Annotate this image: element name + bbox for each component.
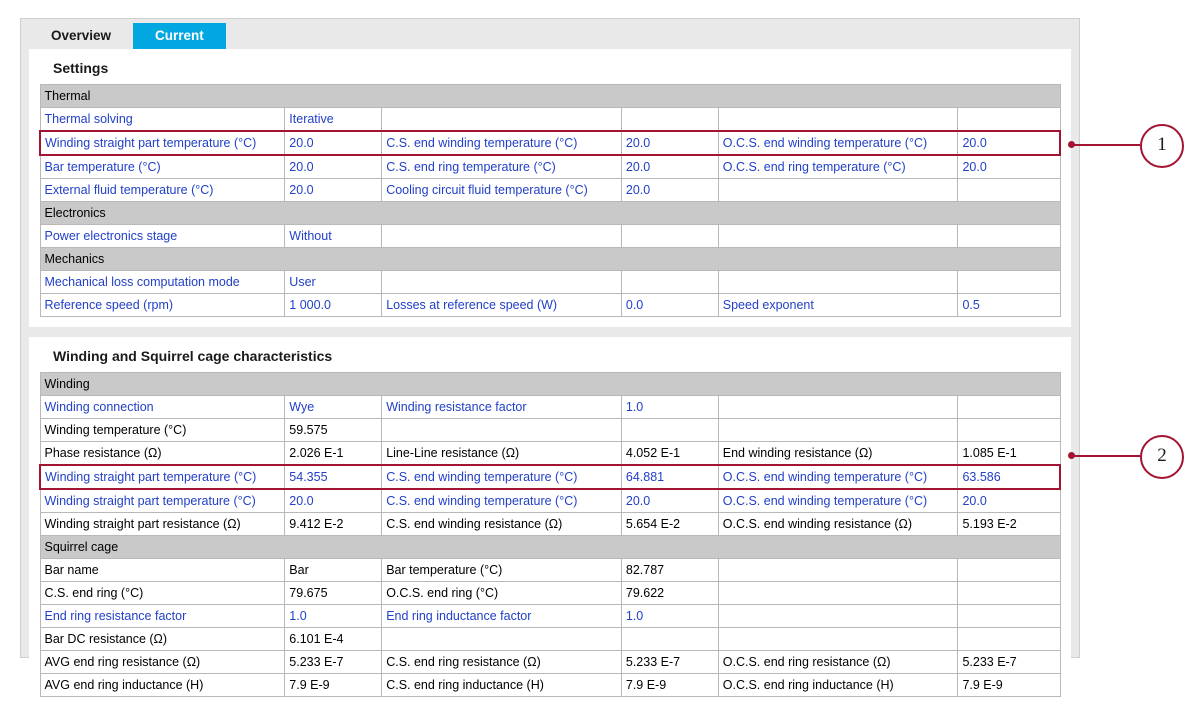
table-cell-label: Mechanical loss computation mode: [40, 271, 285, 294]
table-cell-value: [958, 225, 1060, 248]
table-cell-label: [718, 225, 958, 248]
table-cell-label: C.S. end ring inductance (H): [382, 674, 622, 697]
table-cell-value: 2.026 E-1: [285, 442, 382, 466]
table-cell-value: 4.052 E-1: [621, 442, 718, 466]
table-row: [40, 513, 1060, 536]
table-cell-label: C.S. end ring resistance (Ω): [382, 651, 622, 674]
table-cell-value: 1.0: [621, 396, 718, 419]
table-cell-label: Bar temperature (°C): [382, 559, 622, 582]
table-cell-value: [621, 108, 718, 132]
callout-1-badge: 1: [1140, 124, 1184, 168]
table-cell-label: [718, 582, 958, 605]
table-cell-label: Speed exponent: [718, 294, 958, 317]
table-row: [40, 225, 1060, 248]
table-cell-value: 1.0: [285, 605, 382, 628]
table-cell-label: Losses at reference speed (W): [382, 294, 622, 317]
table-cell-label: Line-Line resistance (Ω): [382, 442, 622, 466]
table-cell-label: O.C.S. end winding temperature (°C): [718, 131, 958, 155]
table-row: [40, 419, 1060, 442]
table-cell-value: [958, 559, 1060, 582]
table-cell-value: 1 000.0: [285, 294, 382, 317]
table-cell-label: AVG end ring resistance (Ω): [40, 651, 285, 674]
table-row: [40, 582, 1060, 605]
table-cell-value: [621, 271, 718, 294]
table-cell-value: 20.0: [621, 155, 718, 179]
table-cell-label: External fluid temperature (°C): [40, 179, 285, 202]
settings-panel: [29, 49, 1071, 327]
table-cell-label: [382, 628, 622, 651]
table-section-label: Mechanics: [40, 248, 1060, 271]
table-cell-label: End ring resistance factor: [40, 605, 285, 628]
table-section-label: Winding: [40, 373, 1060, 396]
table-cell-label: Cooling circuit fluid temperature (°C): [382, 179, 622, 202]
table-section-row: [40, 85, 1060, 108]
table-section-row: [40, 373, 1060, 396]
table-cell-value: 20.0: [285, 131, 382, 155]
table-cell-label: Winding temperature (°C): [40, 419, 285, 442]
table-cell-label: Winding straight part temperature (°C): [40, 489, 285, 513]
table-cell-label: Winding connection: [40, 396, 285, 419]
table-row: [40, 271, 1060, 294]
table-row: [40, 559, 1060, 582]
table-cell-value: 64.881: [621, 465, 718, 489]
table-row: [40, 131, 1060, 155]
table-cell-value: 20.0: [958, 131, 1060, 155]
table-cell-value: 79.622: [621, 582, 718, 605]
table-cell-label: [382, 108, 622, 132]
table-cell-value: 20.0: [621, 489, 718, 513]
table-cell-label: [382, 271, 622, 294]
callout-2-line: [1072, 455, 1140, 457]
table-cell-value: 59.575: [285, 419, 382, 442]
table-cell-label: [718, 271, 958, 294]
table-row: [40, 442, 1060, 466]
table-cell-label: [718, 605, 958, 628]
table-cell-value: 0.0: [621, 294, 718, 317]
table-cell-value: 1.0: [621, 605, 718, 628]
table-cell-value: 5.233 E-7: [958, 651, 1060, 674]
table-row: [40, 605, 1060, 628]
table-cell-label: Thermal solving: [40, 108, 285, 132]
table-cell-value: 79.675: [285, 582, 382, 605]
table-cell-label: [718, 108, 958, 132]
table-section-row: [40, 536, 1060, 559]
table-cell-label: Winding straight part temperature (°C): [40, 131, 285, 155]
table-row: [40, 155, 1060, 179]
table-cell-label: C.S. end winding temperature (°C): [382, 465, 622, 489]
settings-panel-title: Settings: [53, 60, 109, 76]
tab-overview[interactable]: Overview: [51, 28, 112, 43]
table-cell-label: C.S. end ring (°C): [40, 582, 285, 605]
table-cell-label: Bar DC resistance (Ω): [40, 628, 285, 651]
table-cell-value: [958, 628, 1060, 651]
table-cell-label: End ring inductance factor: [382, 605, 622, 628]
table-cell-label: Winding straight part resistance (Ω): [40, 513, 285, 536]
table-cell-value: Iterative: [285, 108, 382, 132]
table-row: [40, 396, 1060, 419]
table-cell-value: 63.586: [958, 465, 1060, 489]
table-cell-value: [958, 396, 1060, 419]
table-cell-value: 20.0: [285, 489, 382, 513]
table-row: [40, 294, 1060, 317]
table-cell-label: End winding resistance (Ω): [718, 442, 958, 466]
table-cell-value: [958, 605, 1060, 628]
table-cell-label: C.S. end ring temperature (°C): [382, 155, 622, 179]
table-section-row: [40, 248, 1060, 271]
table-cell-value: User: [285, 271, 382, 294]
table-cell-label: [718, 179, 958, 202]
callout-2-badge: 2: [1140, 435, 1184, 479]
table-cell-value: 5.654 E-2: [621, 513, 718, 536]
table-cell-value: 20.0: [621, 179, 718, 202]
table-cell-value: 7.9 E-9: [285, 674, 382, 697]
callout-1-line: [1072, 144, 1140, 146]
winding-panel: [29, 337, 1071, 707]
table-section-label: Electronics: [40, 202, 1060, 225]
table-section-label: Thermal: [40, 85, 1060, 108]
table-cell-label: Phase resistance (Ω): [40, 442, 285, 466]
table-cell-value: [958, 179, 1060, 202]
table-cell-value: Wye: [285, 396, 382, 419]
table-cell-value: Without: [285, 225, 382, 248]
table-row: [40, 179, 1060, 202]
table-cell-value: 5.193 E-2: [958, 513, 1060, 536]
table-cell-label: O.C.S. end winding temperature (°C): [718, 465, 958, 489]
table-cell-value: [958, 271, 1060, 294]
table-cell-label: [718, 419, 958, 442]
table-cell-value: 54.355: [285, 465, 382, 489]
table-cell-label: [382, 225, 622, 248]
table-cell-label: Winding resistance factor: [382, 396, 622, 419]
table-cell-label: Reference speed (rpm): [40, 294, 285, 317]
table-cell-value: 20.0: [958, 489, 1060, 513]
table-cell-label: C.S. end winding temperature (°C): [382, 489, 622, 513]
table-cell-value: [621, 225, 718, 248]
table-cell-label: O.C.S. end ring (°C): [382, 582, 622, 605]
table-cell-value: [958, 419, 1060, 442]
settings-table: [39, 84, 1061, 317]
table-cell-label: Winding straight part temperature (°C): [40, 465, 285, 489]
tab-current[interactable]: Current: [133, 23, 226, 49]
winding-panel-title: Winding and Squirrel cage characteristics: [53, 348, 333, 364]
table-cell-label: O.C.S. end ring resistance (Ω): [718, 651, 958, 674]
table-cell-label: Bar temperature (°C): [40, 155, 285, 179]
table-cell-value: 5.233 E-7: [621, 651, 718, 674]
table-cell-label: O.C.S. end ring inductance (H): [718, 674, 958, 697]
table-section-row: [40, 202, 1060, 225]
table-row: [40, 651, 1060, 674]
table-cell-value: [621, 419, 718, 442]
table-cell-value: 1.085 E-1: [958, 442, 1060, 466]
table-cell-value: 0.5: [958, 294, 1060, 317]
table-cell-value: 20.0: [621, 131, 718, 155]
table-cell-label: Bar name: [40, 559, 285, 582]
table-cell-value: 5.233 E-7: [285, 651, 382, 674]
table-cell-label: [718, 628, 958, 651]
table-row: [40, 465, 1060, 489]
tab-bar: [21, 19, 1079, 49]
table-cell-value: Bar: [285, 559, 382, 582]
table-cell-label: AVG end ring inductance (H): [40, 674, 285, 697]
table-cell-label: [718, 396, 958, 419]
table-section-label: Squirrel cage: [40, 536, 1060, 559]
table-cell-label: [718, 559, 958, 582]
table-cell-label: O.C.S. end winding temperature (°C): [718, 489, 958, 513]
table-row: [40, 628, 1060, 651]
table-cell-value: 9.412 E-2: [285, 513, 382, 536]
table-cell-value: 82.787: [621, 559, 718, 582]
table-cell-value: 20.0: [285, 155, 382, 179]
table-cell-value: 20.0: [958, 155, 1060, 179]
table-row: [40, 674, 1060, 697]
table-cell-label: [382, 419, 622, 442]
table-cell-value: 20.0: [285, 179, 382, 202]
table-cell-label: O.C.S. end winding resistance (Ω): [718, 513, 958, 536]
table-cell-value: [958, 582, 1060, 605]
table-cell-label: C.S. end winding temperature (°C): [382, 131, 622, 155]
table-cell-value: 7.9 E-9: [958, 674, 1060, 697]
winding-table: [39, 372, 1061, 697]
result-window: [20, 18, 1080, 692]
table-cell-value: [958, 108, 1060, 132]
table-cell-value: [621, 628, 718, 651]
table-cell-label: O.C.S. end ring temperature (°C): [718, 155, 958, 179]
table-cell-label: C.S. end winding resistance (Ω): [382, 513, 622, 536]
table-row: [40, 108, 1060, 132]
table-cell-label: Power electronics stage: [40, 225, 285, 248]
table-row: [40, 489, 1060, 513]
table-cell-value: 6.101 E-4: [285, 628, 382, 651]
table-cell-value: 7.9 E-9: [621, 674, 718, 697]
